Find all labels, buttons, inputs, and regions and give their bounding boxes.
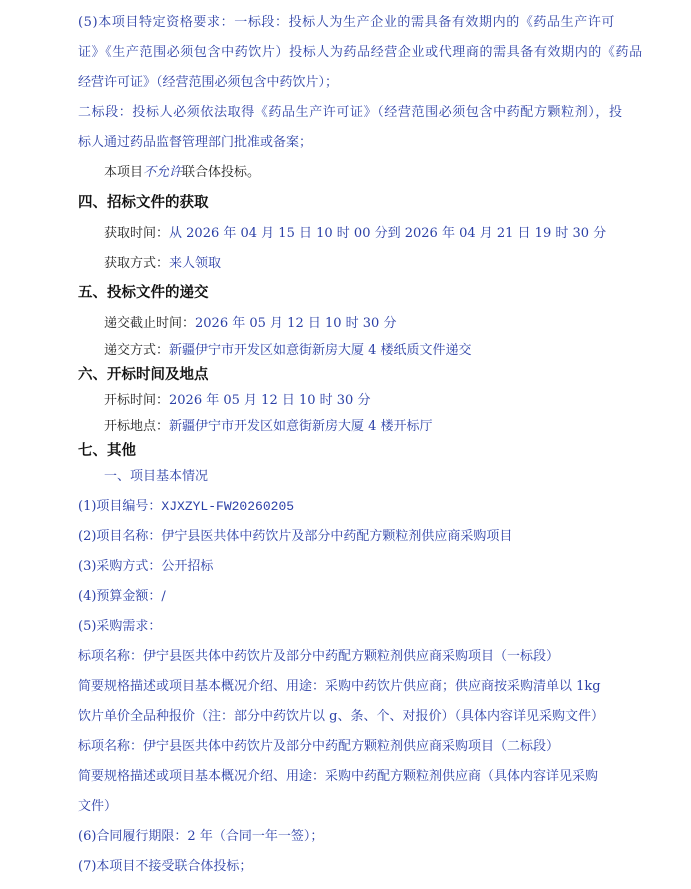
opening-place [104, 419, 433, 435]
qualification-line-3: 经营许可证》（经营范围必须包含中药饮片）； [78, 75, 339, 90]
opening-time [104, 393, 370, 409]
opening-place-label: 开标地点： [104, 419, 170, 434]
lot-2-description-line-2: 文件） [78, 799, 118, 814]
submission-method [104, 343, 472, 359]
section-6-heading: 六、开标时间及地点 [78, 367, 209, 383]
lot-2-name: 标项名称：伊宁县医共体中药饮片及部分中药配方颗粒剂供应商采购项目（二标段） [78, 739, 560, 754]
lot-1-description-line-2: 饮片单价全品种报价（注：部分中药饮片以 g、条、个、对报价）（具体内容详见采购文件） [78, 709, 604, 724]
project-name: (2)项目名称：伊宁县医共体中药饮片及部分中药配方颗粒剂供应商采购项目 [78, 529, 513, 544]
consortium-suffix: 联合体投标。 [182, 165, 261, 180]
submission-deadline-label: 递交截止时间： [104, 316, 196, 331]
lot2-qualification-line-2: 标人通过药品监督管理部门批准或备案； [78, 135, 313, 150]
consortium-prefix: 本项目 [104, 165, 144, 180]
acquisition-time [104, 226, 606, 242]
acquisition-method-value: 来人领取 [169, 256, 222, 271]
qualification-line-2: 证》《生产范围必须包含中药饮片）投标人为药品经营企业或代理商的需具备有效期内的《药品 [78, 45, 643, 60]
section-7-heading: 七、其他 [78, 443, 136, 459]
basic-info-subheading: 一、项目基本情况 [104, 469, 209, 484]
project-number [78, 499, 294, 515]
lot-1-name: 标项名称：伊宁县医共体中药饮片及部分中药配方颗粒剂供应商采购项目（一标段） [78, 649, 560, 664]
lot2-qualification-line-1: 二标段：投标人必须依法取得《药品生产许可证》（经营范围必须包含中药配方颗粒剂），投 [78, 105, 623, 120]
project-number-value: XJXZYL-FW20260205 [161, 499, 295, 514]
qualification-line-1: (5)本项目特定资格要求：一标段：投标人为生产企业的需具备有效期内的《药品生产许可 [78, 15, 616, 30]
procurement-needs: (5)采购需求： [78, 619, 162, 634]
contract-period: (6)合同履行期限：2 年（合同一年一签）； [78, 829, 324, 844]
acquisition-method [104, 256, 221, 272]
section-5-heading: 五、投标文件的递交 [78, 285, 209, 301]
no-consortium-bids: (7)本项目不接受联合体投标； [78, 859, 253, 874]
consortium-not-allowed: 不允许 [143, 165, 183, 180]
acquisition-time-value: 从 2026 年 04 月 15 日 10 时 00 分到 2026 年 04 月 21 日 19 时 30 分 [169, 226, 607, 241]
procurement-method: (3)采购方式：公开招标 [78, 559, 214, 574]
project-number-label: (1)项目编号： [78, 499, 162, 514]
section-4-heading: 四、招标文件的获取 [78, 195, 209, 211]
opening-time-label: 开标时间： [104, 393, 170, 408]
consortium-statement [104, 165, 260, 181]
lot-1-description-line-1: 简要规格描述或项目基本概况介绍、用途：采购中药饮片供应商；供应商按采购清单以 1kg [78, 679, 601, 694]
acquisition-time-label: 获取时间： [104, 226, 170, 241]
acquisition-method-label: 获取方式： [104, 256, 170, 271]
submission-deadline-value: 2026 年 05 月 12 日 10 时 30 分 [195, 316, 397, 331]
submission-method-label: 递交方式： [104, 343, 170, 358]
submission-method-value: 新疆伊宁市开发区如意街新房大厦 4 楼纸质文件递交 [169, 343, 472, 358]
budget-amount: (4)预算金额：/ [78, 589, 166, 604]
opening-place-value: 新疆伊宁市开发区如意街新房大厦 4 楼开标厅 [169, 419, 433, 434]
lot-2-description-line-1: 简要规格描述或项目基本概况介绍、用途：采购中药配方颗粒剂供应商（具体内容详见采购 [78, 769, 599, 784]
submission-deadline [104, 316, 396, 332]
opening-time-value: 2026 年 05 月 12 日 10 时 30 分 [169, 393, 371, 408]
